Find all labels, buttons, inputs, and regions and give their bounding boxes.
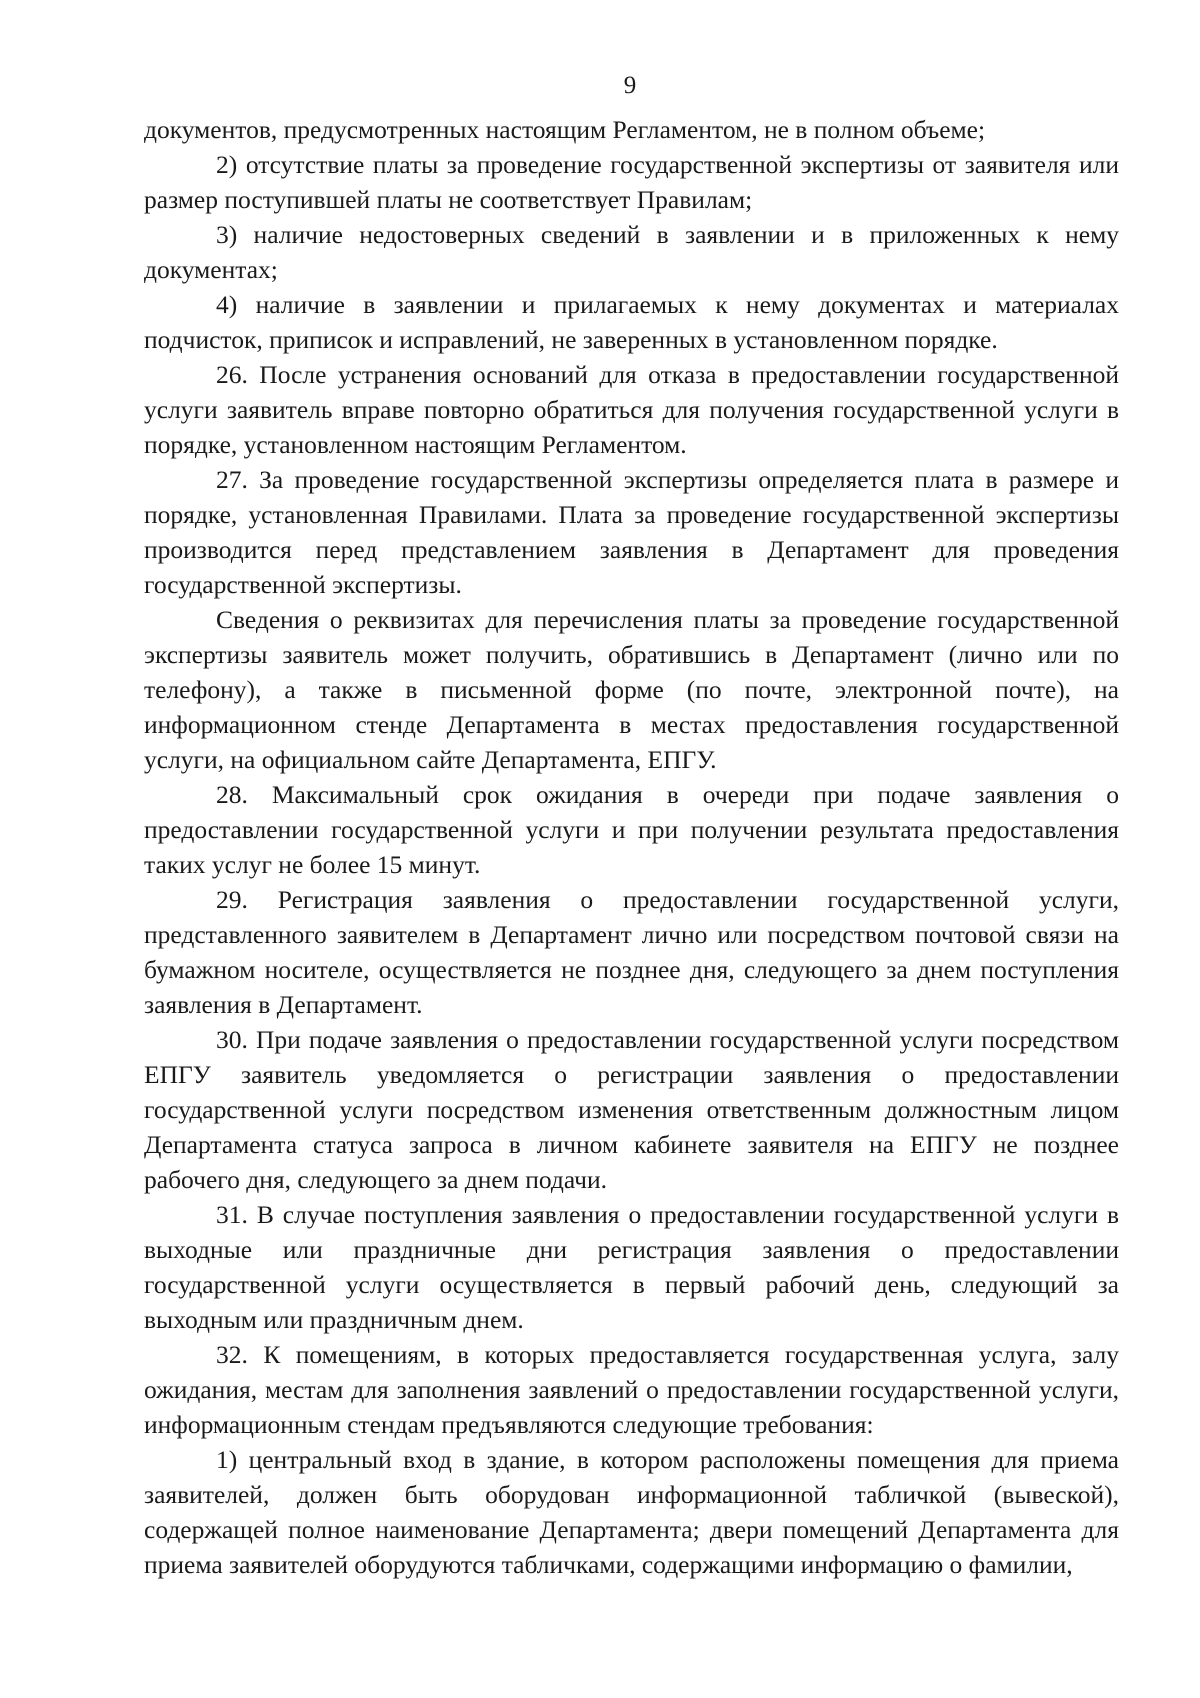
paragraph-clause-31: 31. В случае поступления заявления о предоставлении государственной услуги в выходные или праздничные дни регистрация заявления о предоставлении государственной услуги осуществляется в первый рабочий день, следующий за выходным или праздничным днем.	[144, 1200, 1119, 1334]
paragraph-continuation: документов, предусмотренных настоящим Регламентом, не в полном объеме;	[144, 115, 986, 144]
paragraph-requirement-1: 1) центральный вход в здание, в котором расположены помещения для приема заявителей, должен быть оборудован информационной табличкой (вывеской), содержащей полное наименование Департамента; двери помещений Департамента для приема заявителей оборудуются табличками, содержащими информацию о фамилии,	[144, 1445, 1119, 1579]
page-number: 9	[623, 72, 637, 99]
paragraph-item-2: 2) отсутствие платы за проведение государственной экспертизы от заявителя или размер поступившей платы не соответствует Правилам;	[144, 150, 1119, 214]
document-body	[144, 112, 1119, 1582]
paragraph-clause-29: 29. Регистрация заявления о предоставлении государственной услуги, представленного заявителем в Департамент лично или посредством почтовой связи на бумажном носителе, осуществляется не позднее дня, следующего за днем поступления заявления в Департамент.	[144, 885, 1119, 1019]
paragraph-payment-details: Сведения о реквизитах для перечисления платы за проведение государственной экспертизы заявитель может получить, обратившись в Департамент (лично или по телефону), а также в письменной форме (по почте, электронной почте), на информационном стенде Департамента в местах предоставления государственной услуги, на официальном сайте Департамента, ЕПГУ.	[144, 605, 1119, 774]
paragraph-item-3: 3) наличие недостоверных сведений в заявлении и в приложенных к нему документах;	[144, 220, 1119, 284]
paragraph-item-4: 4) наличие в заявлении и прилагаемых к нему документах и материалах подчисток, приписок и исправлений, не заверенных в установленном порядке.	[144, 290, 1119, 354]
paragraph-clause-32: 32. К помещениям, в которых предоставляется государственная услуга, залу ожидания, местам для заполнения заявлений о предоставлении государственной услуги, информационным стендам предъявляются следующие требования:	[144, 1340, 1119, 1439]
paragraph-clause-28: 28. Максимальный срок ожидания в очереди при подаче заявления о предоставлении государственной услуги и при получении результата предоставления таких услуг не более 15 минут.	[144, 780, 1119, 879]
paragraph-clause-27: 27. За проведение государственной экспертизы определяется плата в размере и порядке, установленная Правилами. Плата за проведение государственной экспертизы производится перед представлением заявления в Департамент для проведения государственной экспертизы.	[144, 465, 1119, 599]
paragraph-clause-26: 26. После устранения оснований для отказа в предоставлении государственной услуги заявитель вправе повторно обратиться для получения государственной услуги в порядке, установленном настоящим Регламентом.	[144, 360, 1119, 459]
paragraph-clause-30: 30. При подаче заявления о предоставлении государственной услуги посредством ЕПГУ заявитель уведомляется о регистрации заявления о предоставлении государственной услуги посредством изменения ответственным должностным лицом Департамента статуса запроса в личном кабинете заявителя на ЕПГУ не позднее рабочего дня, следующего за днем подачи.	[144, 1025, 1119, 1194]
